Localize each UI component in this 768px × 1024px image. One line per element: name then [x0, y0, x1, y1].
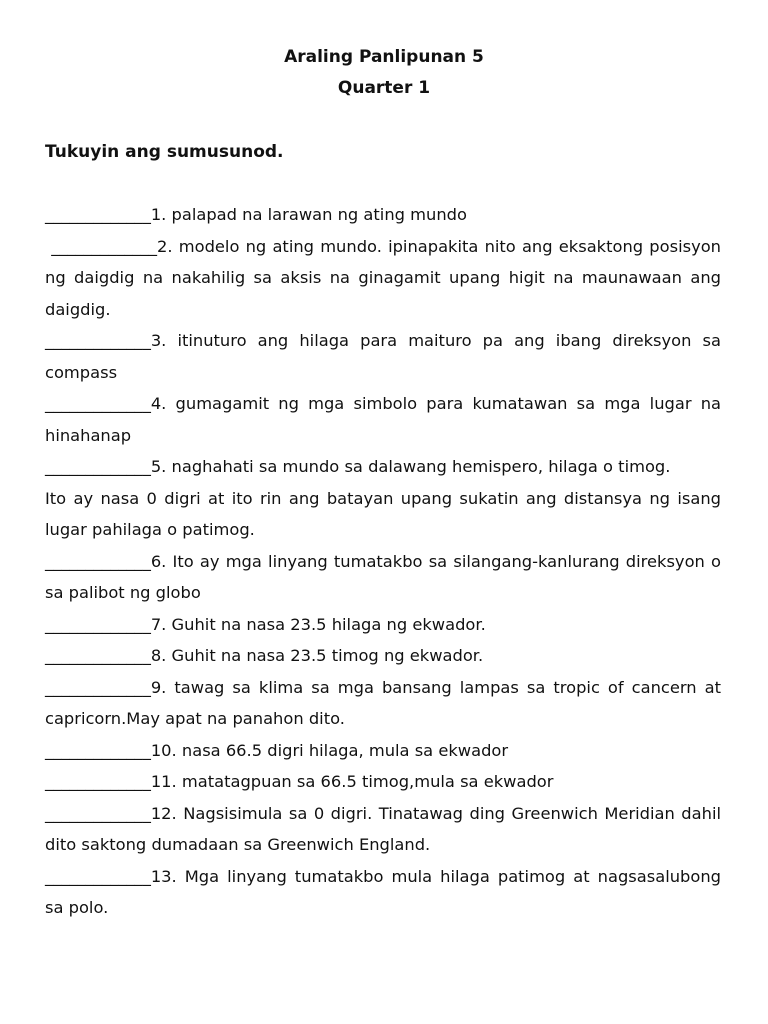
question-item — [45, 672, 721, 735]
question-item — [45, 609, 721, 641]
document-subtitle: Quarter 1 — [337, 78, 431, 98]
question-text: 3. itinuturo ang hilaga para maituro pa ang ibang direksyon sa compass — [45, 331, 721, 382]
answer-blank: _____________ — [45, 803, 151, 823]
question-item — [45, 798, 721, 861]
question-text: 10. nasa 66.5 digri hilaga, mula sa ekwador — [150, 740, 509, 760]
question-item — [45, 861, 721, 924]
question-item — [45, 640, 721, 672]
question-note — [45, 483, 721, 546]
answer-blank: _____________ — [45, 772, 151, 791]
answer-blank: _____________ — [45, 740, 151, 760]
answer-blank: _____________ — [45, 205, 151, 224]
question-text: 2. modelo ng ating mundo. ipinapakita nito ang eksaktong posisyon ng daigdig na nakahilig sa aksis na ginagamit upang higit na maunawaan ang daigdig. — [45, 236, 721, 319]
answer-blank: _____________ — [45, 236, 158, 256]
question-item — [45, 735, 721, 767]
question-text: 7. Guhit na nasa 23.5 hilaga ng ekwador. — [150, 614, 486, 634]
question-item — [45, 231, 721, 326]
answer-blank: _____________ — [45, 614, 151, 634]
document-title: Araling Panlipunan 5 — [284, 47, 484, 67]
question-item — [45, 546, 721, 609]
question-text: 9. tawag sa klima sa mga bansang lampas sa tropic of cancern at capricorn.May apat na panahon dito. — [45, 677, 721, 728]
answer-blank: _____________ — [45, 457, 151, 476]
answer-blank: _____________ — [45, 646, 151, 665]
answer-blank: _____________ — [45, 394, 151, 413]
question-item — [45, 451, 721, 483]
instruction-text: Tukuyin ang sumusunod. — [45, 142, 284, 162]
question-item — [45, 766, 721, 798]
question-list — [45, 199, 721, 924]
question-item — [45, 325, 721, 388]
question-text: 12. Nagsisimula sa 0 digri. Tinatawag ding Greenwich Meridian dahil dito saktong dumadaan sa Greenwich England. — [45, 803, 721, 854]
question-text: 4. gumagamit ng mga simbolo para kumatawan sa mga lugar na hinahanap — [45, 394, 721, 445]
answer-blank: _____________ — [45, 677, 151, 697]
answer-blank: _____________ — [45, 331, 151, 350]
question-text: 6. Ito ay mga linyang tumatakbo sa silangang-kanlurang direksyon o sa palibot ng globo — [45, 551, 721, 602]
question-text: Ito ay nasa 0 digri at ito rin ang batayan upang sukatin ang distansya ng isang lugar pahilaga o patimog. — [45, 488, 721, 539]
question-text: 5. naghahati sa mundo sa dalawang hemispero, hilaga o timog. — [150, 457, 671, 476]
question-text: 13. Mga linyang tumatakbo mula hilaga patimog at nagsasalubong sa polo. — [45, 866, 721, 917]
question-text: 11. matatagpuan sa 66.5 timog,mula sa ekwador — [150, 772, 554, 791]
question-text: 8. Guhit na nasa 23.5 timog ng ekwador. — [150, 646, 484, 665]
question-text: 1. palapad na larawan ng ating mundo — [150, 205, 467, 224]
question-item — [45, 199, 721, 231]
answer-blank: _____________ — [45, 551, 151, 571]
answer-blank: _____________ — [45, 866, 151, 886]
question-item — [45, 388, 721, 451]
